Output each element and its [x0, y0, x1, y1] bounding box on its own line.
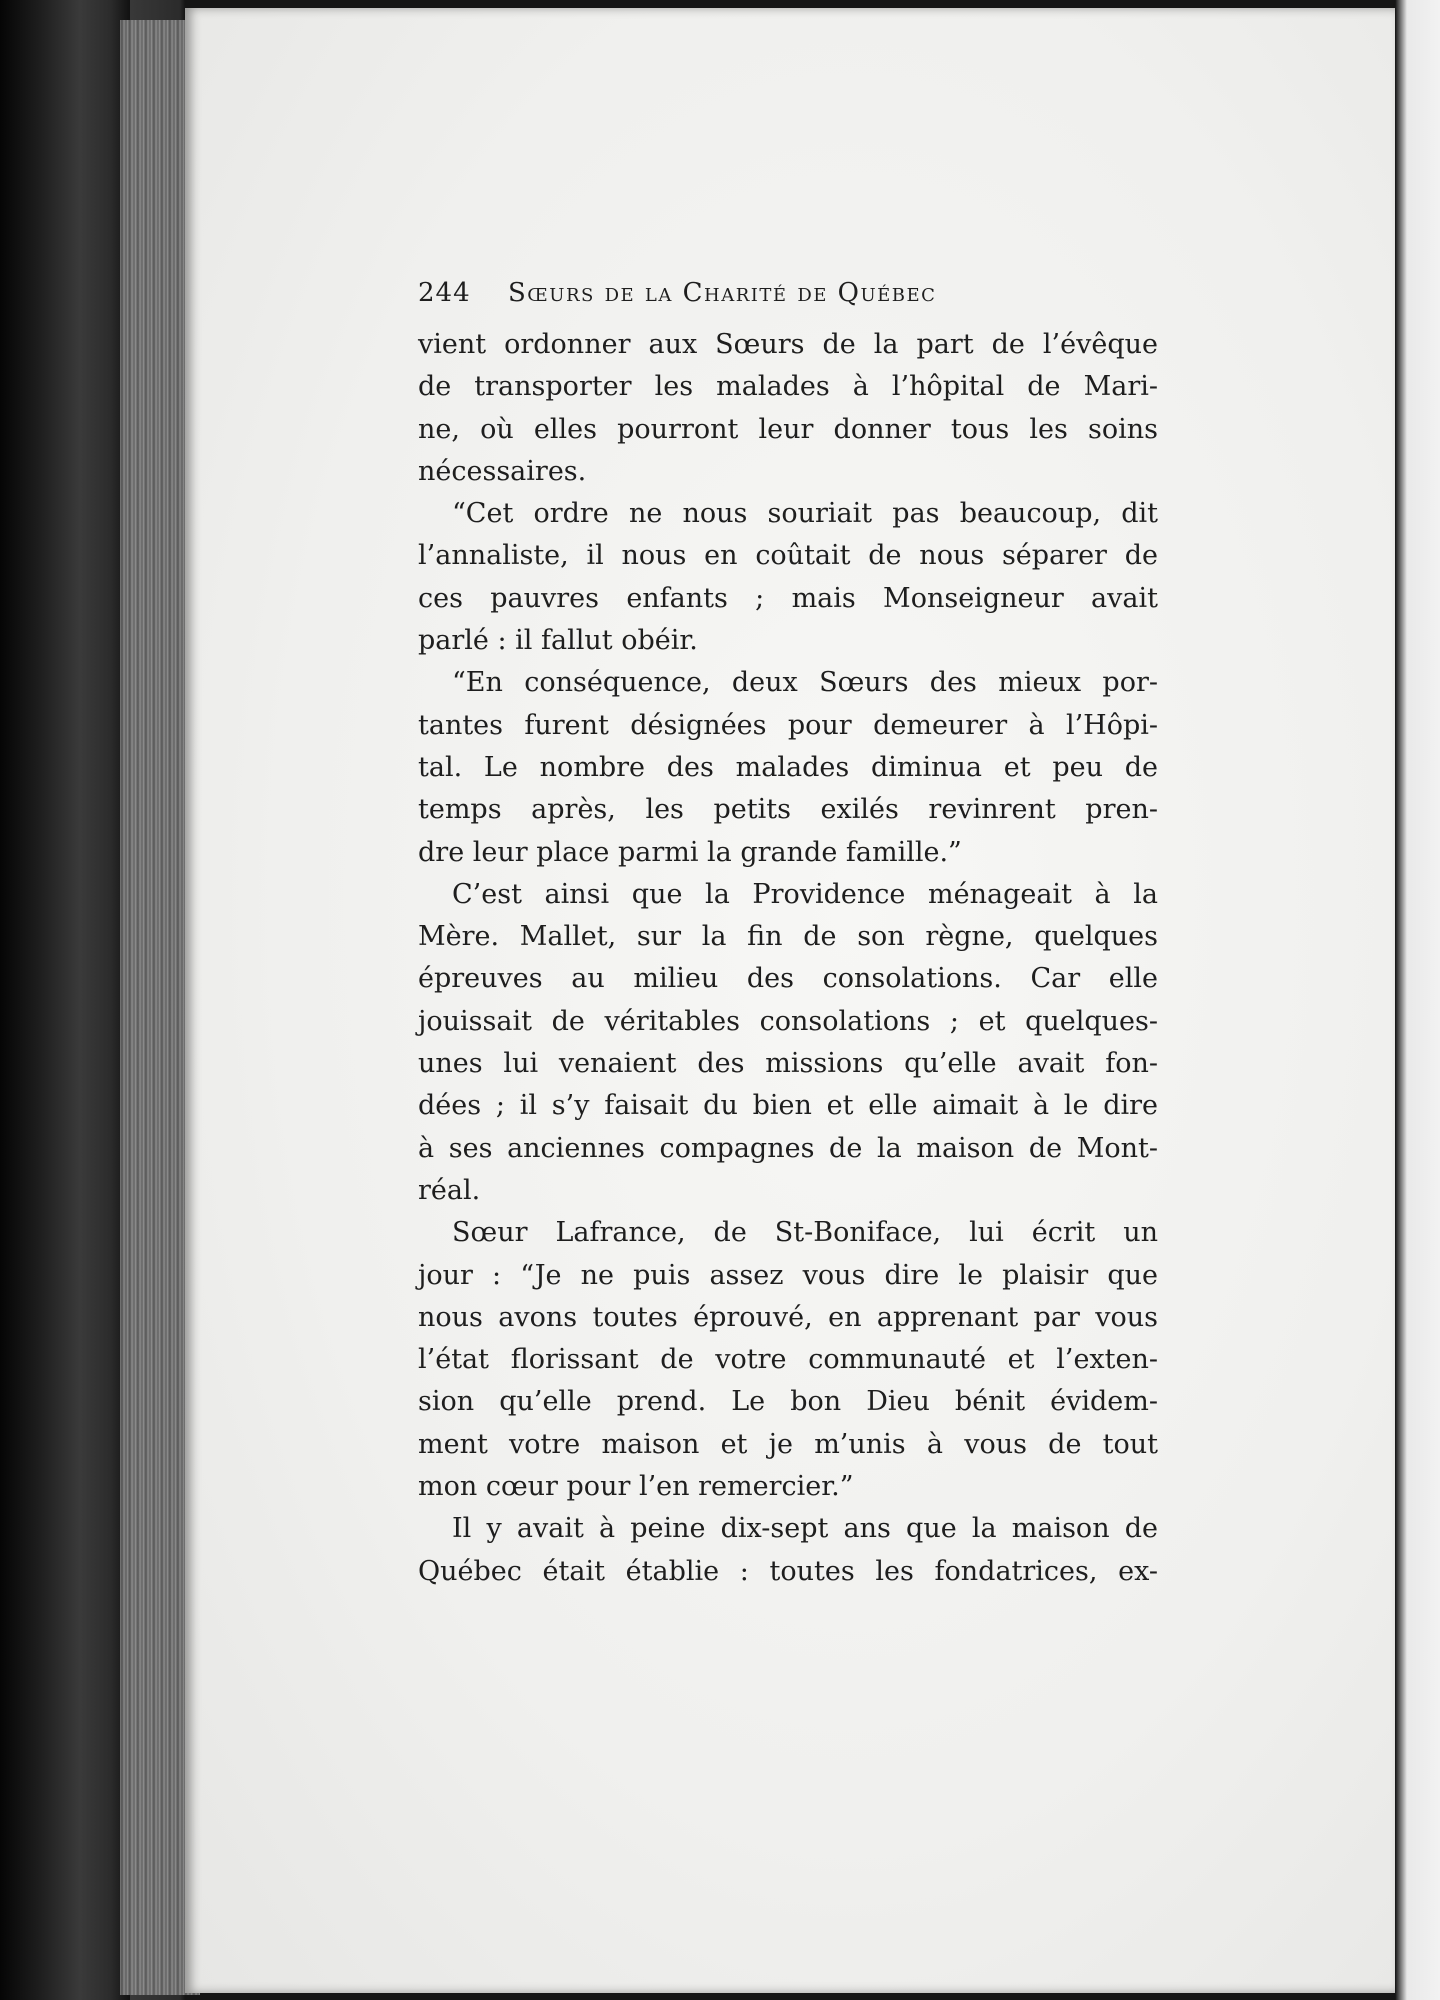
page-text-block: [418, 272, 1158, 1593]
text-line: épreuves au milieu des consolations. Car elle: [418, 963, 1158, 995]
text-line: l’annaliste, il nous en coûtait de nous séparer de: [418, 540, 1158, 572]
text-line: “Cet ordre ne nous souriait pas beaucoup, dit: [452, 498, 1158, 530]
text-line: dées ; il s’y faisait du bien et elle aimait à le dire: [418, 1090, 1158, 1122]
text-line: “En conséquence, deux Sœurs des mieux por-: [452, 667, 1158, 699]
text-line: C’est ainsi que la Providence ménageait à la: [452, 878, 1158, 910]
text-line: vient ordonner aux Sœurs de la part de l’évêque: [418, 329, 1158, 360]
text-line: tantes furent désignées pour demeurer à l’Hôpi-: [418, 709, 1158, 741]
text-line: réal.: [418, 1174, 481, 1206]
text-line: unes lui venaient des missions qu’elle avait fon-: [418, 1048, 1158, 1080]
text-line: temps après, les petits exilés revinrent pren-: [418, 794, 1158, 826]
text-line: tal. Le nombre des malades diminua et peu de: [418, 751, 1158, 783]
book-binding-shadow: [0, 0, 130, 2000]
text-line: parlé : il fallut obéir.: [418, 625, 698, 657]
text-line: jour : “Je ne puis assez vous dire le plaisir que: [418, 1259, 1158, 1291]
text-line: à ses anciennes compagnes de la maison de Mont-: [418, 1132, 1158, 1164]
text-line: ces pauvres enfants ; mais Monseigneur avait: [418, 582, 1158, 614]
text-line: l’état florissant de votre communauté et l’exten-: [418, 1344, 1158, 1376]
text-line: de transporter les malades à l’hôpital de Mari-: [418, 371, 1158, 403]
text-line: dre leur place parmi la grande famille.”: [418, 836, 962, 868]
running-head: [418, 272, 1158, 316]
text-line: ment votre maison et je m’unis à vous de tout: [418, 1428, 1158, 1460]
text-line: Mère. Mallet, sur la fin de son règne, quelques: [418, 921, 1158, 953]
text-line: Québec était établie : toutes les fondatrices, ex-: [418, 1555, 1158, 1587]
text-line: nécessaires.: [418, 455, 587, 487]
running-title: Sœurs de la Charité de Québec: [508, 278, 937, 308]
text-line: Il y avait à peine dix-sept ans que la maison de: [452, 1513, 1158, 1545]
text-line: nous avons toutes éprouvé, en apprenant par vous: [418, 1301, 1158, 1333]
text-line: jouissait de véritables consolations ; et quelques-: [418, 1005, 1158, 1037]
facing-page-edge: [1395, 0, 1440, 2000]
text-line: Sœur Lafrance, de St-Boniface, lui écrit un: [452, 1217, 1158, 1249]
page-number: 244: [418, 278, 471, 308]
text-line: ne, où elles pourront leur donner tous les soins: [418, 413, 1158, 445]
text-line: mon cœur pour l’en remercier.”: [418, 1471, 854, 1503]
text-line: sion qu’elle prend. Le bon Dieu bénit évidem-: [418, 1386, 1158, 1418]
